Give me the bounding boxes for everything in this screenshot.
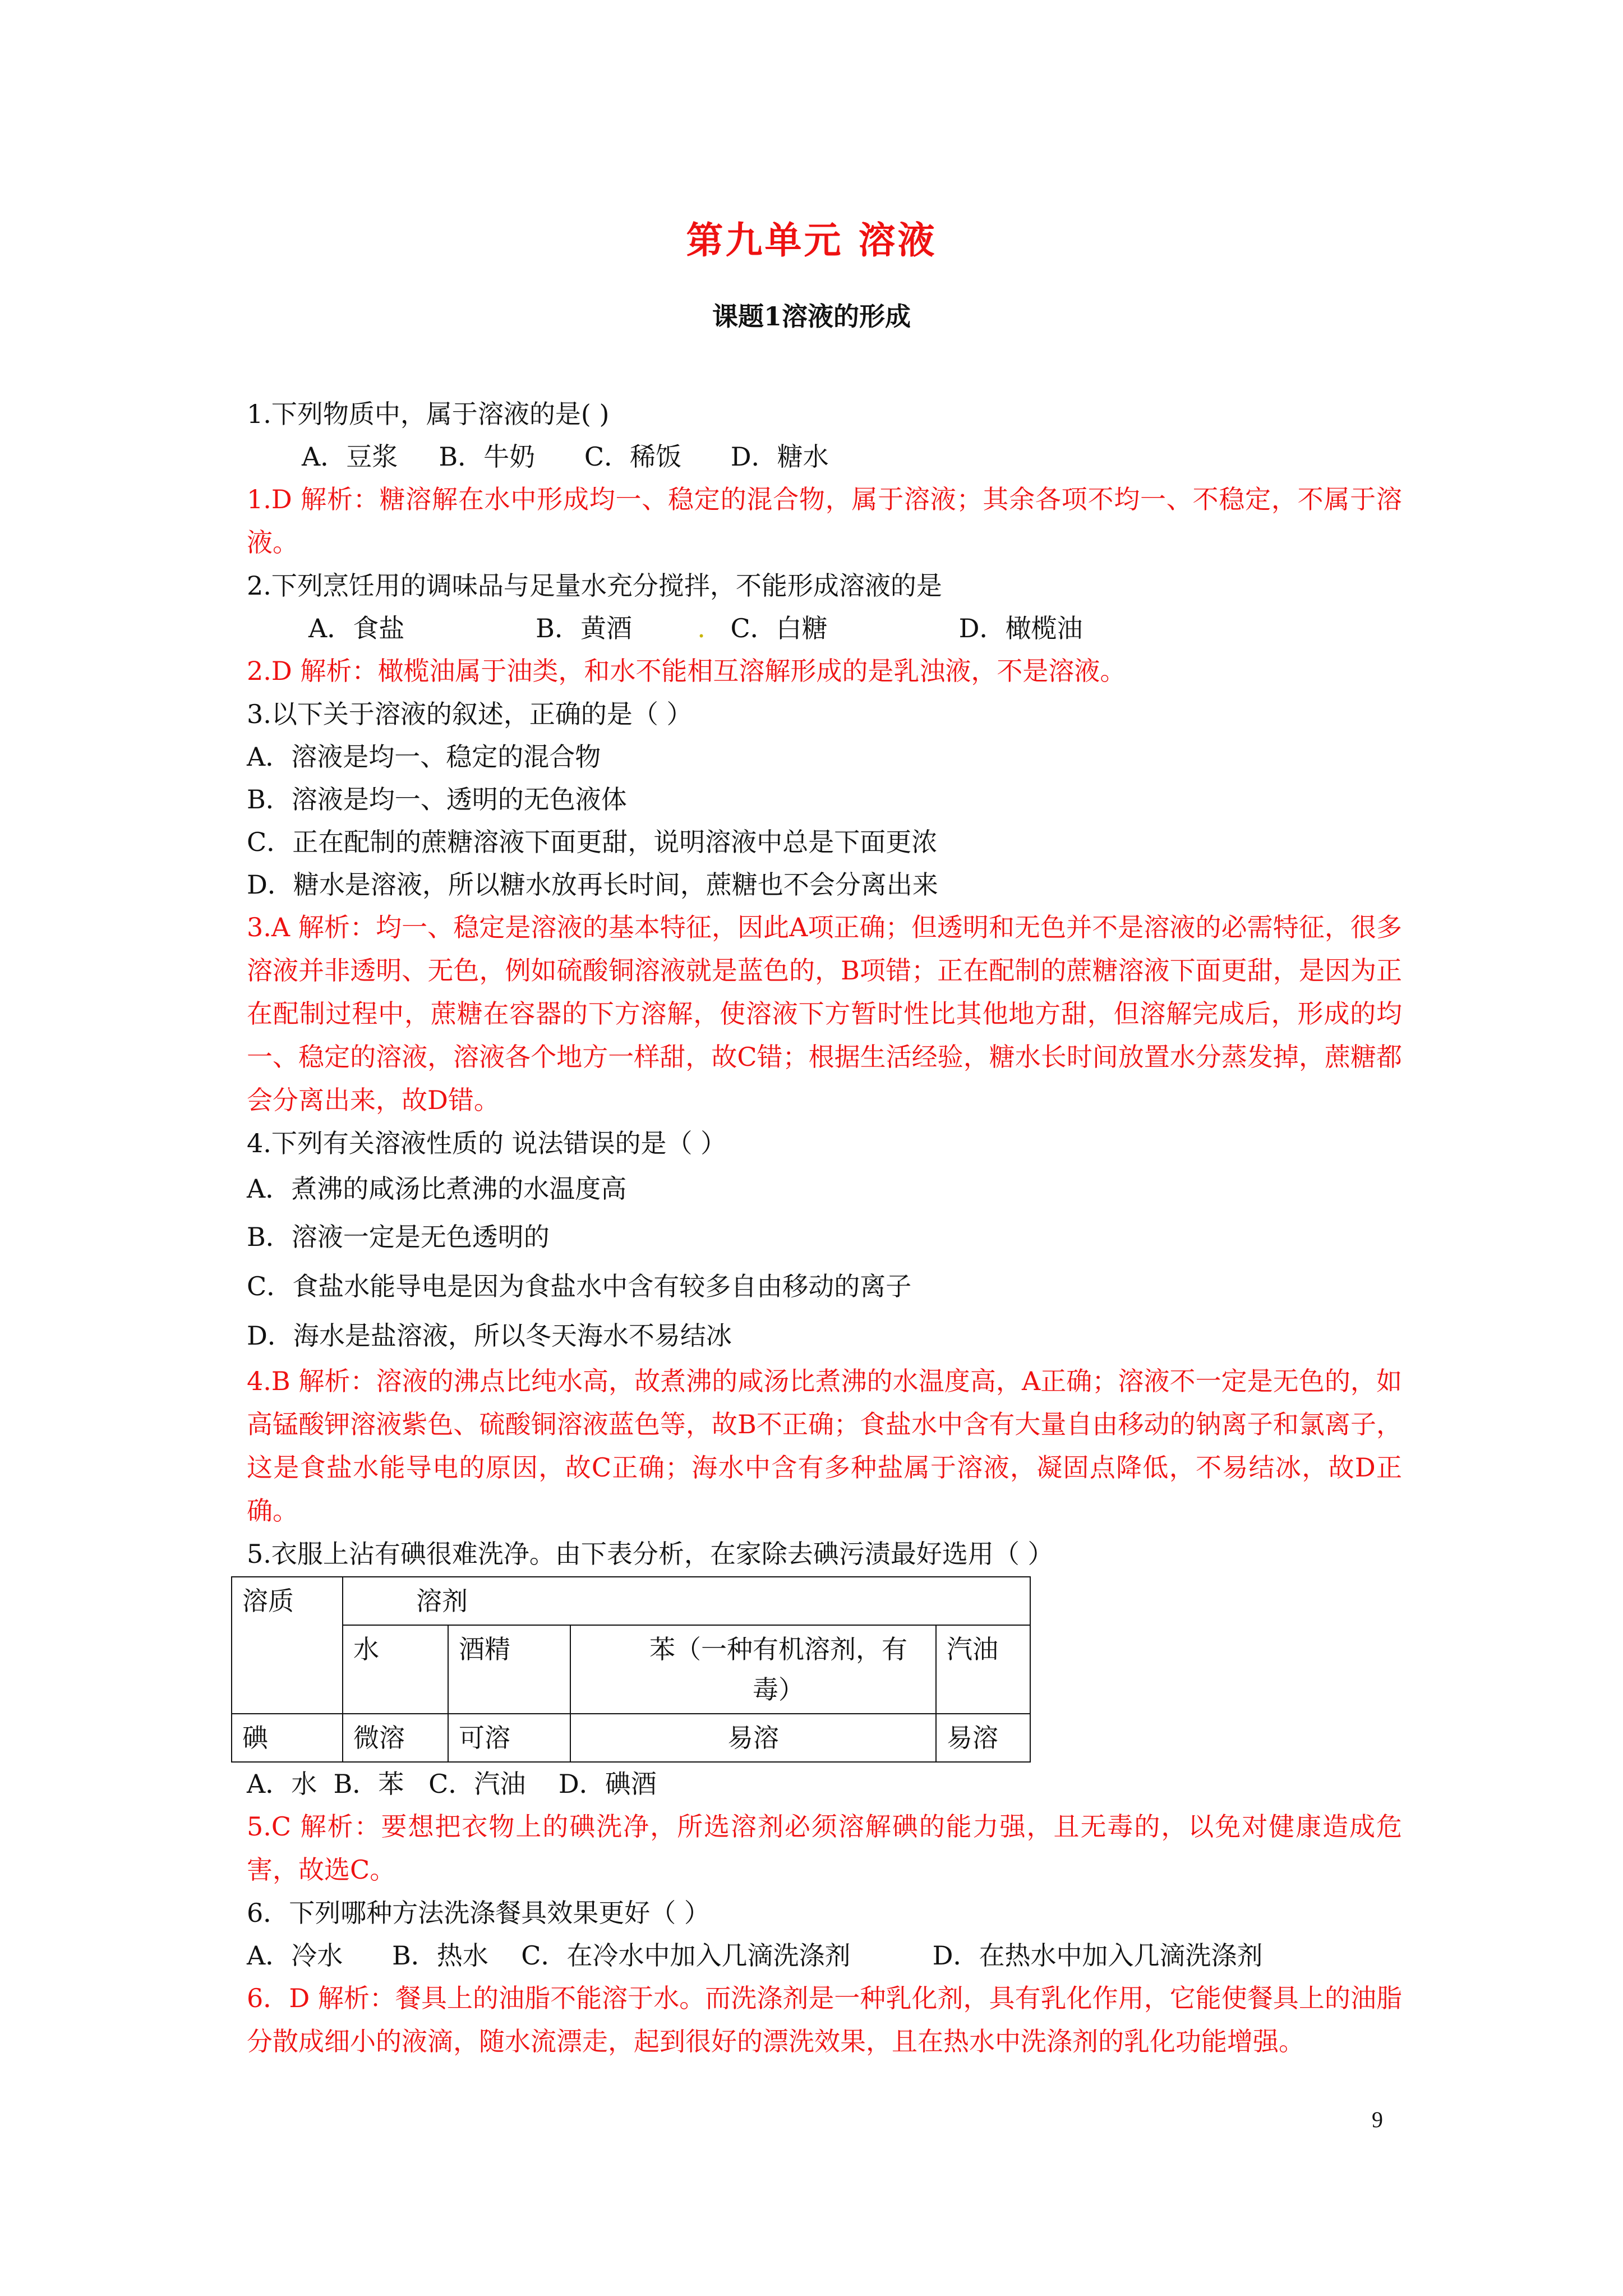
question-4-answer: 4.B 解析：溶液的沸点比纯水高，故煮沸的咸汤比煮沸的水温度高，A正确；溶液不一定是无色的，如高锰酸钾溶液紫色、硫酸铜溶液蓝色等，故B不正确；食盐水中含有大量自由移动的钠离子和氯离子，这是食盐水能导电的原因，故C正确；海水中含有多种盐属于溶液，凝固点降低，不易结冰，故D正确。 bbox=[247, 1366, 1402, 1526]
solubility-table bbox=[231, 1576, 1031, 1763]
question-1-options: A．豆浆 B．牛奶 C．稀饭 D．糖水 bbox=[302, 441, 829, 472]
question-list bbox=[242, 393, 1402, 2063]
question-2-options-ab: A．食盐 B．黄酒 bbox=[308, 613, 632, 643]
table-header-solute: 溶质 bbox=[232, 1577, 343, 1714]
table-cell-water: 微溶 bbox=[343, 1714, 448, 1762]
question-2-options-cd: C．白糖 D．橄榄油 bbox=[730, 613, 1083, 643]
question-3-option-d: D．糖水是溶液，所以糖水放再长时间，蔗糖也不会分离出来 bbox=[247, 869, 938, 900]
question-2-options: A．食盐 B．黄酒 . C．白糖 D．橄榄油 bbox=[308, 613, 1083, 643]
question-3-stem: 3.以下关于溶液的叙述，正确的是（ ） bbox=[247, 699, 693, 729]
lesson-title: 课题1溶液的形成 bbox=[712, 301, 911, 332]
table-solvent-water: 水 bbox=[343, 1625, 448, 1714]
question-4-option-a: A．煮沸的咸汤比煮沸的水温度高 bbox=[247, 1174, 627, 1204]
table-cell-gasoline: 易溶 bbox=[936, 1714, 1030, 1762]
question-6-stem: 6．下列哪种方法洗涤餐具效果更好（ ） bbox=[247, 1898, 710, 1928]
question-6-options: A．冷水 B．热水 C．在冷水中加入几滴洗涤剂 D．在热水中加入几滴洗涤剂 bbox=[247, 1940, 1263, 1971]
question-4-stem: 4.下列有关溶液性质的 说法错误的是（ ） bbox=[247, 1128, 727, 1158]
unit-title: 第九单元 溶液 bbox=[686, 218, 937, 262]
page-number: 9 bbox=[1372, 2107, 1383, 2132]
table-solvent-benzene: 苯（一种有机溶剂，有毒） bbox=[570, 1625, 936, 1714]
question-3-option-a: A．溶液是均一、稳定的混合物 bbox=[247, 742, 601, 772]
table-cell-benzene: 易溶 bbox=[570, 1714, 936, 1762]
table-header-solvent: 溶剂 bbox=[343, 1577, 1030, 1625]
question-5-options: A．水 B．苯 C．汽油 D．碘酒 bbox=[247, 1769, 657, 1799]
table-solvent-alcohol: 酒精 bbox=[448, 1625, 570, 1714]
table-solvent-gasoline: 汽油 bbox=[936, 1625, 1030, 1714]
question-6-answer: 6．D 解析：餐具上的油脂不能溶于水。而洗涤剂是一种乳化剂，具有乳化作用，它能使餐具上的油脂分散成细小的液滴，随水流漂走，起到很好的漂洗效果，且在热水中洗涤剂的乳化功能增强。 bbox=[247, 1983, 1402, 2056]
question-5-stem: 5.衣服上沾有碘很难洗净。由下表分析，在家除去碘污渍最好选用（ ） bbox=[247, 1539, 1054, 1569]
table-solute-iodine: 碘 bbox=[232, 1714, 343, 1762]
question-4-option-b: B．溶液一定是无色透明的 bbox=[247, 1222, 550, 1252]
question-4-option-c: C．食盐水能导电是因为食盐水中含有较多自由移动的离子 bbox=[247, 1271, 912, 1301]
question-5-answer: 5.C 解析：要想把衣物上的碘洗净，所选溶剂必须溶解碘的能力强，且无毒的，以免对健康造成危害，故选C。 bbox=[247, 1811, 1402, 1885]
question-1-answer: 1.D 解析：糖溶解在水中形成均一、稳定的混合物，属于溶液；其余各项不均一、不稳定，不属于溶液。 bbox=[247, 484, 1402, 558]
question-1-stem: 1.下列物质中，属于溶液的是( ) bbox=[247, 399, 610, 429]
table-cell-alcohol: 可溶 bbox=[448, 1714, 570, 1762]
question-4-option-d: D．海水是盐溶液，所以冬天海水不易结冰 bbox=[247, 1320, 732, 1351]
question-2-stem: 2.下列烹饪用的调味品与足量水充分搅拌，不能形成溶液的是 bbox=[247, 570, 942, 601]
question-2-answer: 2.D 解析：橄榄油属于油类，和水不能相互溶解形成的是乳浊液，不是溶液。 bbox=[247, 656, 1126, 686]
question-3-option-c: C．正在配制的蔗糖溶液下面更甜，说明溶液中总是下面更浓 bbox=[247, 827, 938, 857]
question-3-option-b: B．溶液是均一、透明的无色液体 bbox=[247, 784, 627, 815]
question-3-answer: 3.A 解析：均一、稳定是溶液的基本特征，因此A项正确；但透明和无色并不是溶液的必需特征，很多溶液并非透明、无色，例如硫酸铜溶液就是蓝色的，B项错；正在配制的蔗糖溶液下面更甜，是因为正在配制过程中，蔗糖在容器的下方溶解，使溶液下方暂时性比其他地方甜，但溶解完成后，形成的均一、稳定的溶液，溶液各个地方一样甜，故C错；根据生活经验，糖水长时间放置水分蒸发掉，蔗糖都会分离出来，故D错。 bbox=[247, 912, 1402, 1115]
